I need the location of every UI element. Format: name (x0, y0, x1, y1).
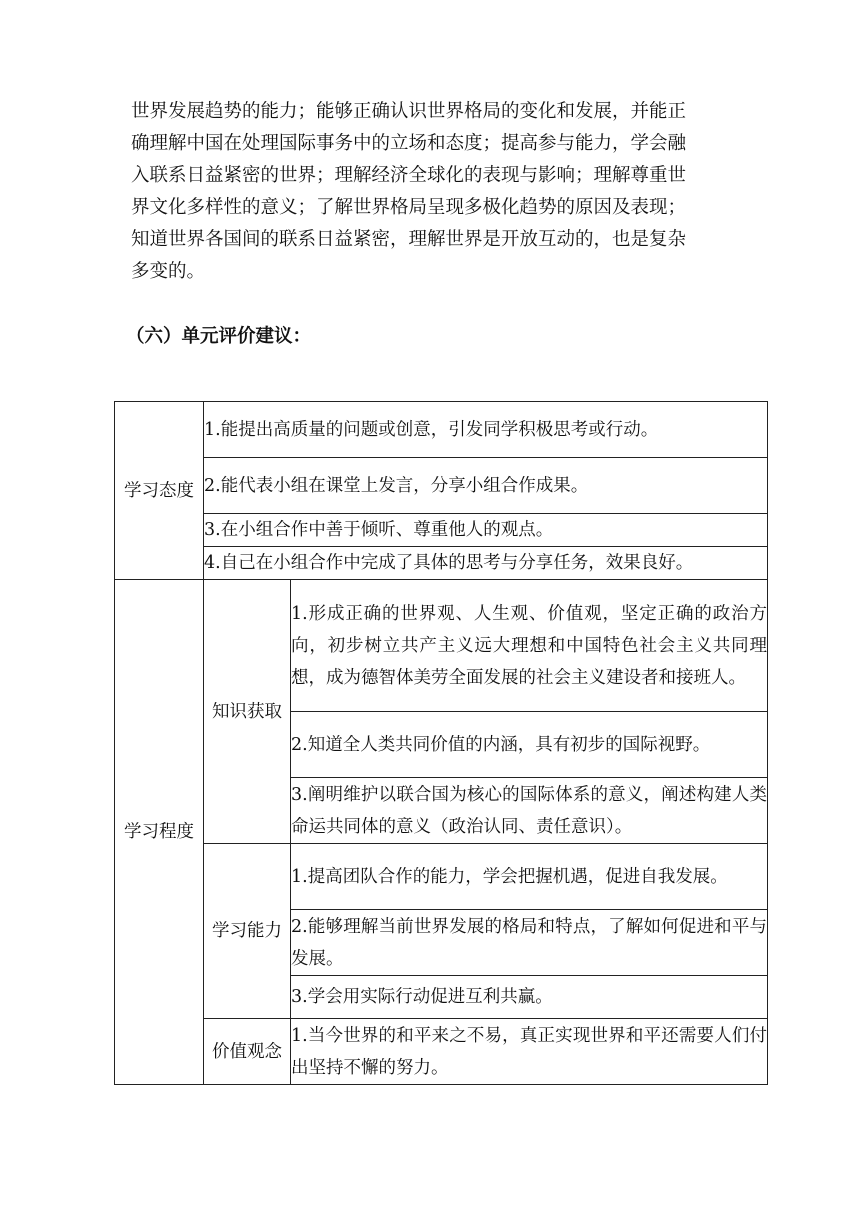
intro-line: 知道世界各国间的联系日益紧密，理解世界是开放互动的，也是复杂 (131, 229, 687, 250)
intro-line: 界文化多样性的意义；了解世界格局呈现多极化趋势的原因及表现； (131, 197, 687, 218)
table-cell: 2.知道全人类共同价值的内涵，具有初步的国际视野。 (291, 712, 768, 778)
table-row (115, 402, 768, 458)
table-cell: 1.形成正确的世界观、人生观、价值观，坚定正确的政治方向，初步树立共产主义远大理想和中国特色社会主义共同理想，成为德智体美劳全面发展的社会主义建设者和接班人。 (291, 580, 768, 712)
subcategory-ability: 学习能力 (204, 844, 291, 1019)
table-cell: 4.自己在小组合作中完成了具体的思考与分享任务，效果良好。 (204, 547, 768, 580)
table-row (115, 458, 768, 514)
category-attitude: 学习态度 (115, 402, 204, 580)
table-cell: 1.当今世界的和平来之不易，真正实现世界和平还需要人们付出坚持不懈的努力。 (291, 1019, 768, 1085)
subcategory-values: 价值观念 (204, 1019, 291, 1085)
table-cell: 3.在小组合作中善于倾听、尊重他人的观点。 (204, 514, 768, 547)
table-row (115, 1019, 768, 1085)
subcategory-knowledge: 知识获取 (204, 580, 291, 844)
table-row (115, 580, 768, 712)
intro-paragraph (131, 96, 741, 288)
table-cell: 1.能提出高质量的问题或创意，引发同学积极思考或行动。 (204, 402, 768, 458)
intro-line: 确理解中国在处理国际事务中的立场和态度；提高参与能力，学会融 (131, 133, 687, 154)
intro-line: 多变的。 (131, 261, 206, 282)
category-degree: 学习程度 (115, 580, 204, 1085)
table-cell: 2.能够理解当前世界发展的格局和特点，了解如何促进和平与发展。 (291, 910, 768, 976)
evaluation-table (114, 401, 768, 1085)
table-row (115, 514, 768, 547)
intro-line: 入联系日益紧密的世界；理解经济全球化的表现与影响；理解尊重世 (131, 165, 687, 186)
table-cell: 3.学会用实际行动促进互利共赢。 (291, 976, 768, 1019)
table-row (115, 844, 768, 910)
table-cell: 2.能代表小组在课堂上发言，分享小组合作成果。 (204, 458, 768, 514)
table-row (115, 547, 768, 580)
table-cell: 3.阐明维护以联合国为核心的国际体系的意义，阐述构建人类命运共同体的意义（政治认同、责任意识）。 (291, 778, 768, 844)
intro-line: 世界发展趋势的能力；能够正确认识世界格局的变化和发展，并能正 (131, 101, 687, 122)
table-cell: 1.提高团队合作的能力，学会把握机遇，促进自我发展。 (291, 844, 768, 910)
section-heading: （六）单元评价建议： (126, 326, 312, 347)
